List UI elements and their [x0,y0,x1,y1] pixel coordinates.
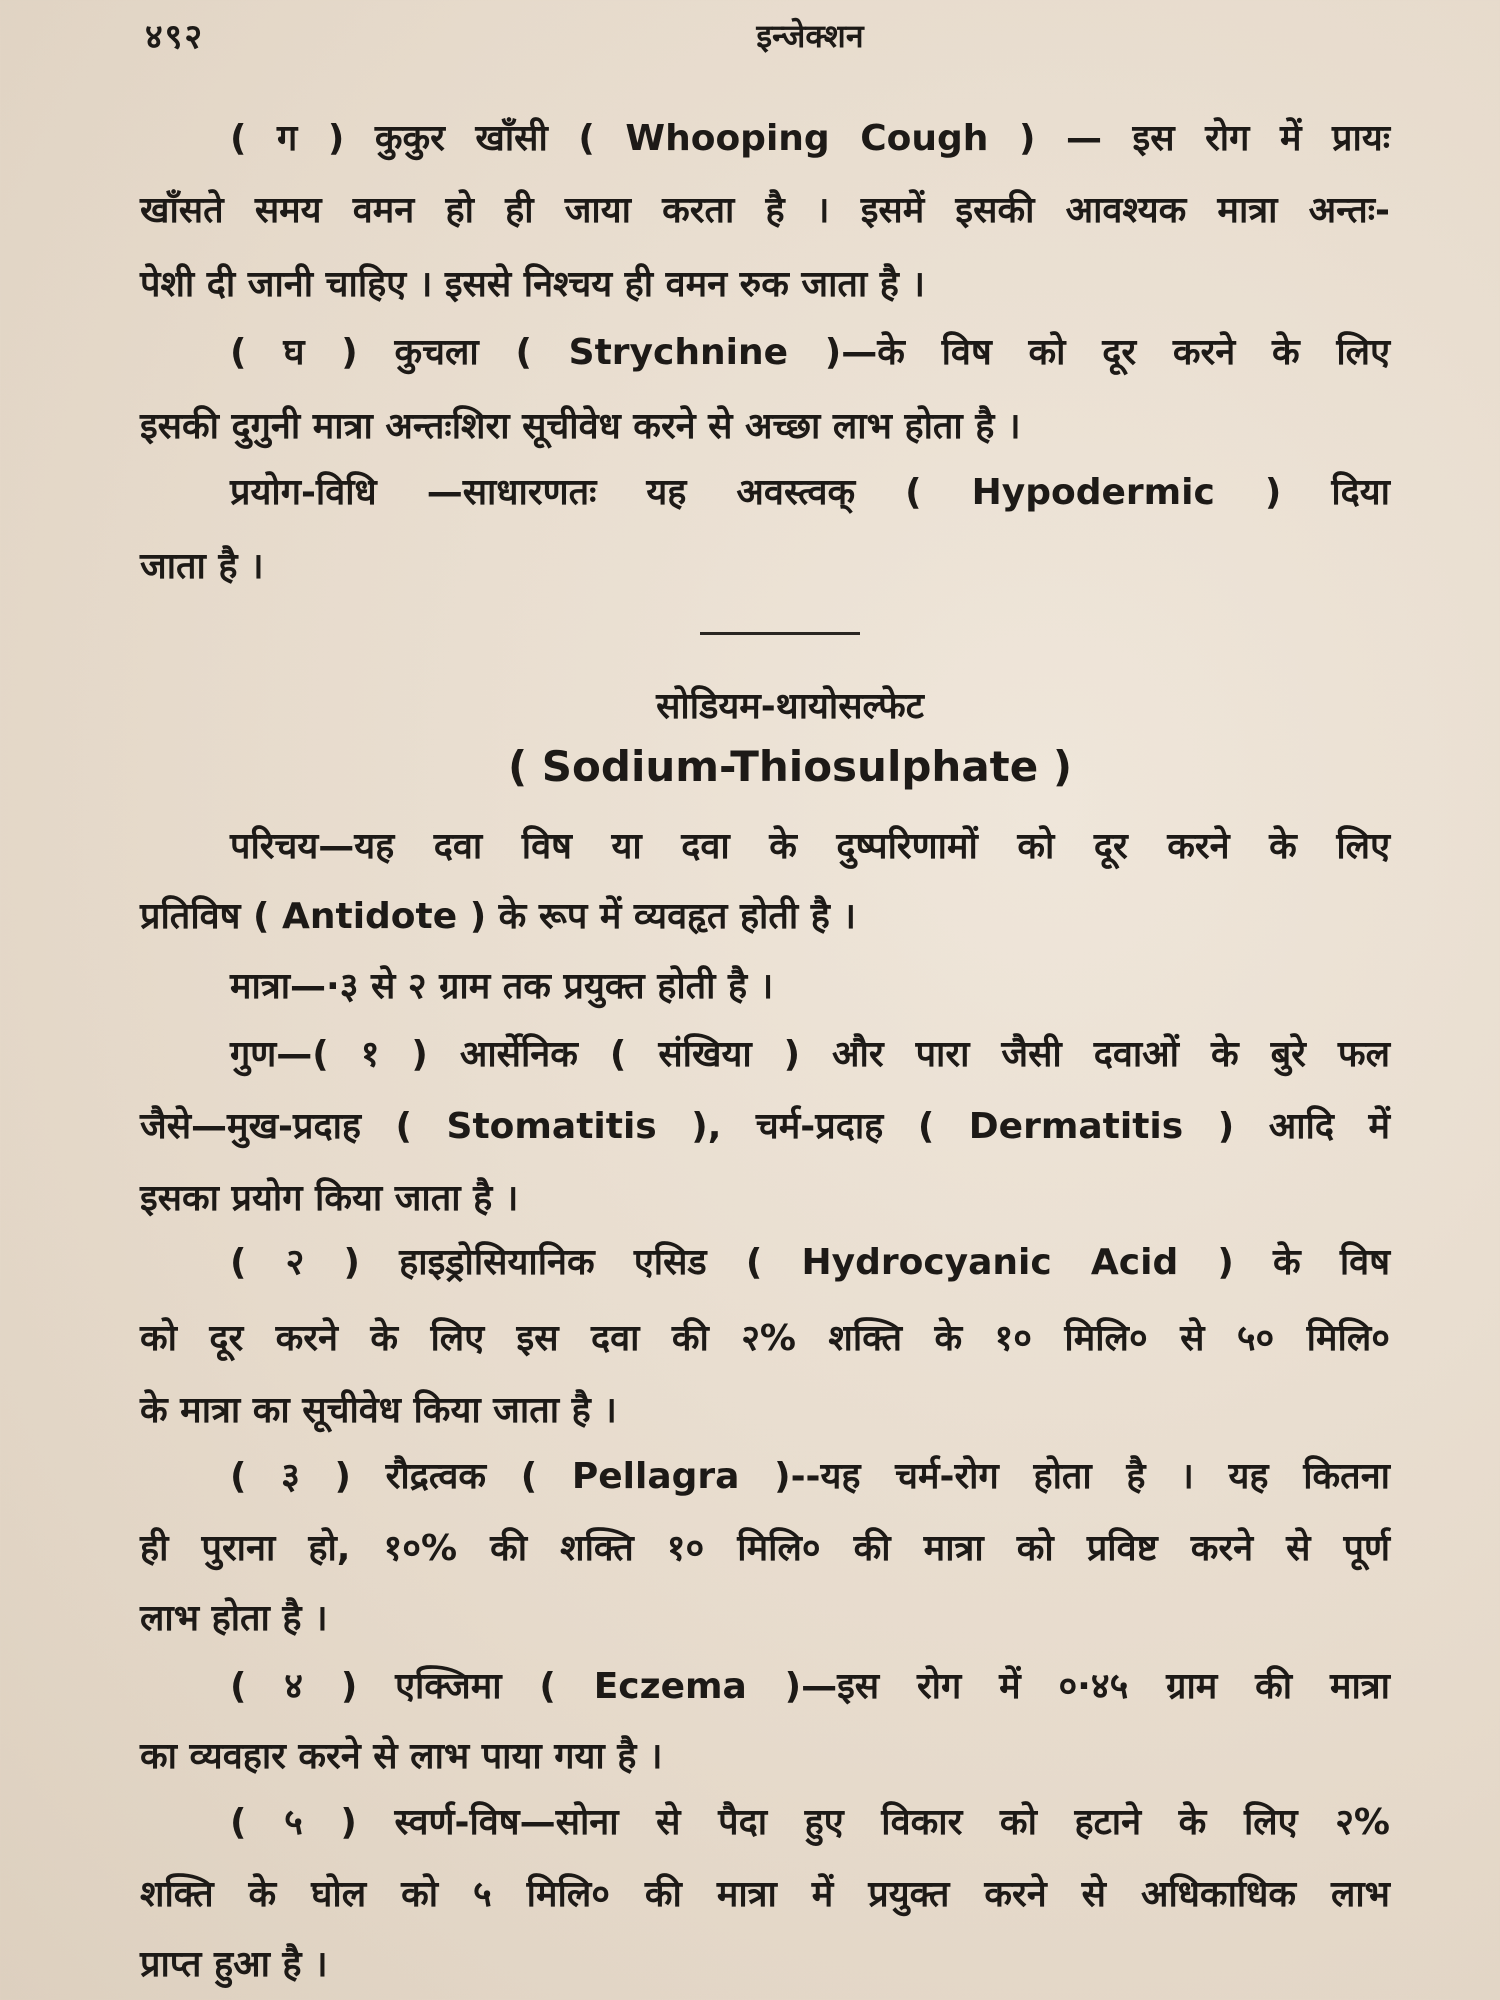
property-3-line-1: ( ३ ) रौद्रत्वक ( Pellagra )--यह चर्म-रोग होता है । यह कितना [230,1456,1390,1497]
intro-line-2: प्रतिविष ( Antidote ) के रूप में व्यवहृत होती है । [140,896,857,937]
para-strychnine-line-2: इसकी दुगुनी मात्रा अन्तःशिरा सूचीवेध करने से अच्छा लाभ होता है । [140,406,1021,447]
property-2-line-2: को दूर करने के लिए इस दवा की २% शक्ति के १० मिलि० से ५० मिलि० [140,1318,1390,1359]
section-divider [700,632,860,635]
method-line-1: प्रयोग-विधि —साधारणतः यह अवस्त्वक् ( Hypodermic ) दिया [230,472,1390,513]
property-3-line-3: लाभ होता है । [140,1598,328,1639]
running-title: इन्जेक्शन [756,17,864,55]
property-5-line-2: शक्ति के घोल को ५ मिलि० की मात्रा में प्रयुक्त करने से अधिकाधिक लाभ [140,1874,1390,1915]
para-strychnine-line-1: ( घ ) कुचला ( Strychnine )—के विष को दूर करने के लिए [230,332,1390,373]
para-whooping-cough-line-1: ( ग ) कुकुर खाँसी ( Whooping Cough ) — इस रोग में प्रायः [230,118,1390,159]
property-3-line-2: ही पुराना हो, १०% की शक्ति १० मिलि० की मात्रा को प्रविष्ट करने से पूर्ण [140,1528,1390,1569]
property-5-line-3: प्राप्त हुआ है । [140,1944,328,1985]
property-4-line-2: का व्यवहार करने से लाभ पाया गया है । [140,1736,663,1777]
intro-line-1: परिचय—यह दवा विष या दवा के दुष्परिणामों को दूर करने के लिए [230,826,1390,867]
para-whooping-cough-line-3: पेशी दी जानी चाहिए । इससे निश्चय ही वमन रुक जाता है । [140,264,926,305]
para-whooping-cough-line-2: खाँसते समय वमन हो ही जाया करता है । इसमें इसकी आवश्यक मात्रा अन्तः- [140,190,1390,231]
page-number: ४९२ [145,17,205,57]
property-1-line-2: जैसे—मुख-प्रदाह ( Stomatitis ), चर्म-प्रदाह ( Dermatitis ) आदि में [140,1106,1390,1147]
method-line-2: जाता है । [140,546,264,587]
dose-line: मात्रा—·३ से २ ग्राम तक प्रयुक्त होती है । [230,966,774,1007]
property-4-line-1: ( ४ ) एक्जिमा ( Eczema )—इस रोग में ०·४५ ग्राम की मात्रा [230,1666,1390,1707]
property-2-line-1: ( २ ) हाइड्रोसियानिक एसिड ( Hydrocyanic Acid ) के विष [230,1242,1390,1283]
page-header [0,12,1500,62]
section-title-english: ( Sodium-Thiosulphate ) [507,742,1073,791]
property-1-line-1: गुण—( १ ) आर्सेनिक ( संखिया ) और पारा जैसी दवाओं के बुरे फल [230,1034,1390,1075]
section-title-hindi: सोडियम-थायोसल्फेट [656,686,924,727]
property-2-line-3: के मात्रा का सूचीवेध किया जाता है । [140,1390,617,1431]
property-5-line-1: ( ५ ) स्वर्ण-विष—सोना से पैदा हुए विकार को हटाने के लिए २% [230,1802,1390,1843]
property-1-line-3: इसका प्रयोग किया जाता है । [140,1178,519,1219]
